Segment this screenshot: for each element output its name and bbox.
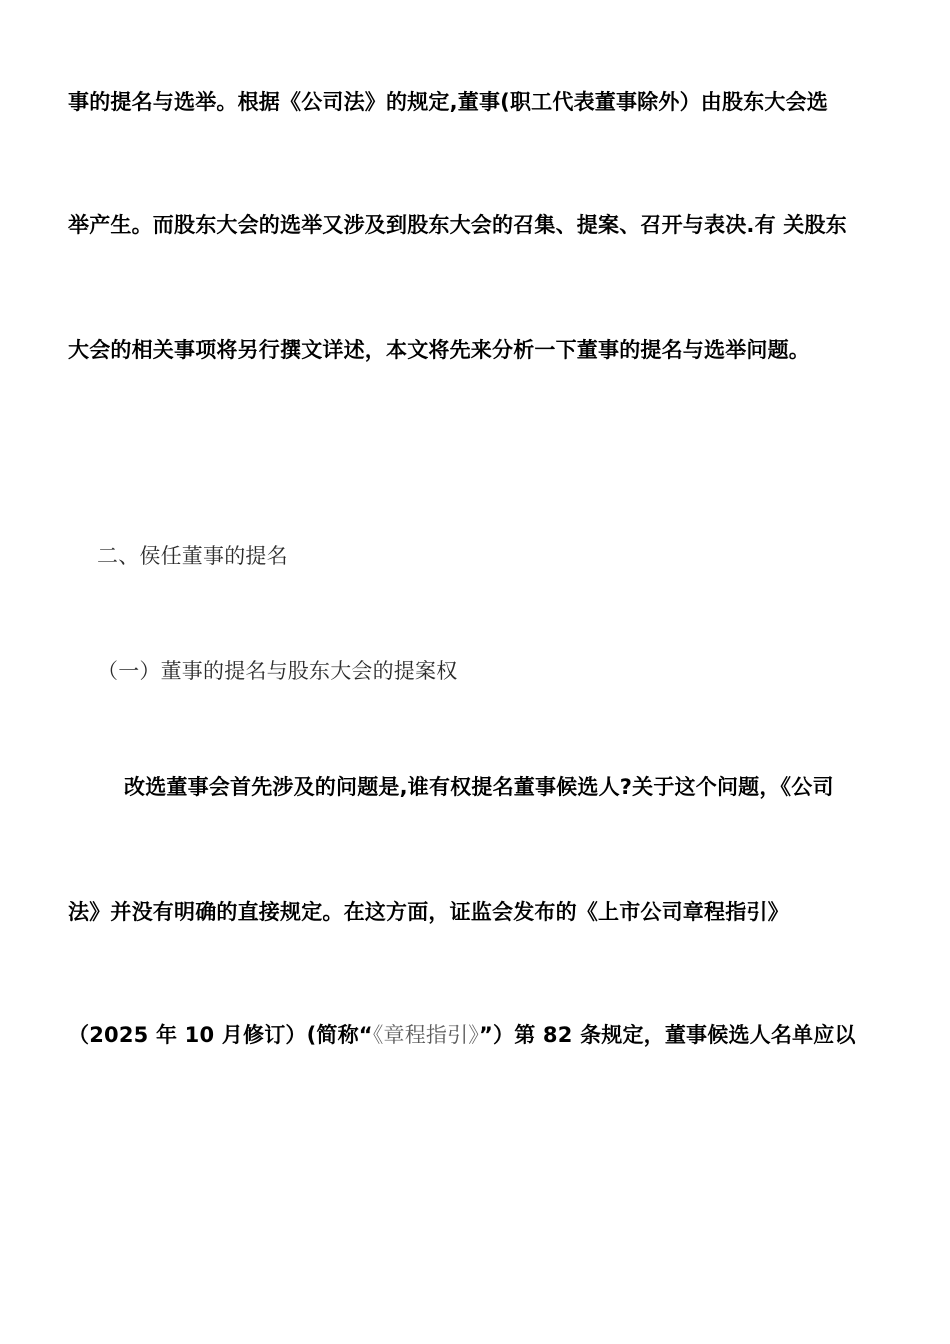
chapter-guidelines-abbreviation: 《章程指引》 — [372, 1023, 480, 1047]
paragraph-1-line-1: 事的提名与选举。根据《公司法》的规定,董事(职工代表董事除外）由股东大会选 — [68, 90, 828, 114]
subsection-heading-1: （一）董事的提名与股东大会的提案权 — [97, 659, 458, 683]
paragraph-2-line-2: 法》并没有明确的直接规定。在这方面，证监会发布的《上市公司章程指引》 — [68, 900, 789, 924]
paragraph-2-line-3-part-2: ”）第 82 条规定，董事候选人名单应以 — [479, 1023, 856, 1047]
paragraph-2-line-1: 改选董事会首先涉及的问题是,谁有权提名董事候选人?关于这个问题，《公司 — [124, 775, 834, 799]
paragraph-1-line-3: 大会的相关事项将另行撰文详述，本文将先来分析一下董事的提名与选举问题。 — [68, 338, 810, 362]
section-heading-2: 二、侯任董事的提名 — [97, 544, 288, 568]
paragraph-2-line-3 — [68, 1021, 856, 1049]
paragraph-1-line-2: 举产生。而股东大会的选举又涉及到股东大会的召集、提案、召开与表决.有 关股东 — [68, 213, 847, 237]
paragraph-2-line-3-part-1: （2025 年 10 月修订）(简称“ — [68, 1023, 373, 1047]
